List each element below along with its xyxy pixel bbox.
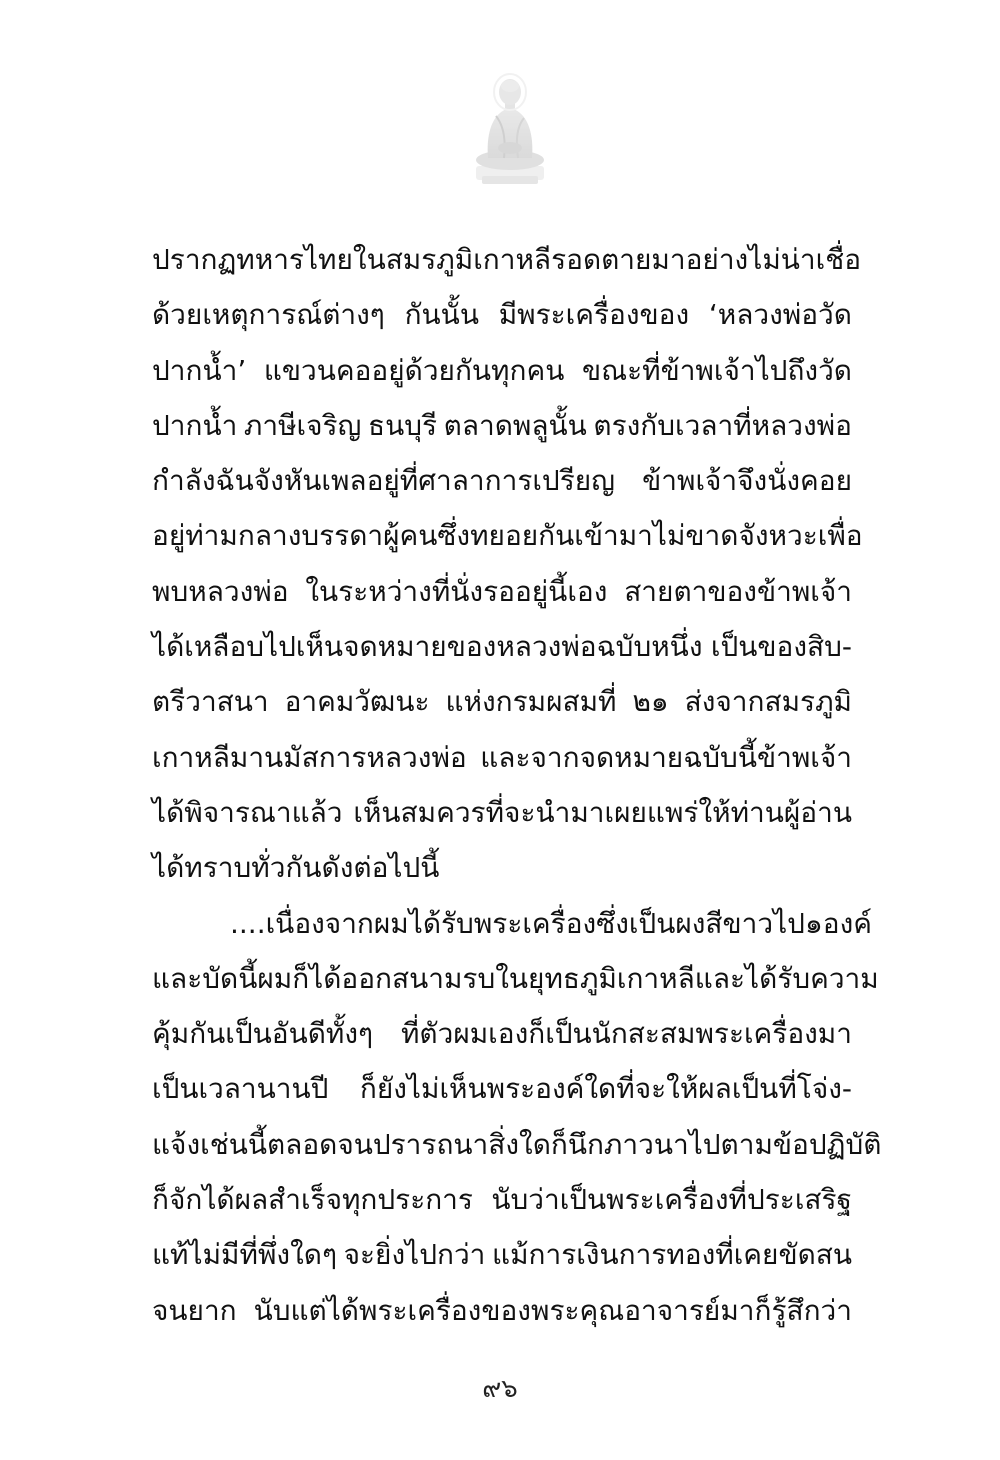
- word: แขวนคออยู่ด้วยกันทุกคน: [263, 353, 565, 387]
- word: ในระหว่างที่นั่งรออยู่นี้เอง: [305, 574, 608, 608]
- word: ก็ยังไม่เห็นพระองค์ใดที่จะให้ผลเป็นที่โจ่ง-: [359, 1072, 852, 1106]
- word: ตรีวาสนา: [152, 685, 269, 719]
- word: ส่งจากสมรภูมิ: [684, 685, 852, 719]
- text-line: [152, 232, 862, 287]
- text-line: [152, 840, 852, 895]
- text-line: [152, 1117, 882, 1172]
- word: ธนบุรี: [368, 408, 438, 442]
- text-line: [152, 453, 852, 508]
- word: จนยาก: [152, 1293, 237, 1327]
- paragraph-2: [152, 896, 882, 1338]
- body-text: [152, 232, 882, 1338]
- word: เกาหลีมานมัสการหลวงพ่อ: [152, 740, 467, 774]
- word: ตรงกับเวลาที่หลวงพ่อ: [593, 408, 852, 442]
- word: เป็นเวลานานปี: [152, 1072, 329, 1106]
- word: องค์: [822, 906, 872, 940]
- text-line: [152, 287, 852, 342]
- text-line: [152, 343, 852, 398]
- word: ได้พิจารณาแล้ว: [152, 795, 343, 829]
- word: แท้ไม่มีที่พึ่งใดๆ: [152, 1238, 337, 1272]
- word: จะยิ่งไปกว่า: [343, 1238, 486, 1272]
- word: อยู่ท่ามกลางบรรดาผู้คนซึ่งทยอยกันเข้ามาไม่ขาดจังหวะเพื่อ: [152, 519, 863, 553]
- word: นับว่าเป็นพระเครื่องที่ประเสริฐ: [491, 1183, 852, 1217]
- word: ๒๑: [632, 685, 669, 719]
- word: กำลังฉันจังหันเพลอยู่ที่ศาลาการเปรียญ: [152, 464, 615, 498]
- word: ปากน้ำ’: [152, 353, 247, 387]
- word: มีพระเครื่องของ: [498, 298, 690, 332]
- word: และได้รับความ: [694, 961, 879, 995]
- word: แจ้งเช่นนี้: [152, 1127, 267, 1161]
- word: และจากจดหมายฉบับนี้ข้าพเจ้า: [480, 740, 852, 774]
- word: พบหลวงพ่อ: [152, 574, 289, 608]
- word: เป็นของสิบ-: [710, 630, 852, 664]
- word: ตลอดจนปรารถนาสิ่งใดก็นึกภาวนาไปตามข้อปฏิบัติ: [266, 1127, 882, 1161]
- word: และบัดนี้ผมก็ได้ออกสนามรบในยุทธภูมิเกาหลี: [152, 961, 695, 995]
- word: ตลาดพลูนั้น: [443, 408, 587, 442]
- text-line: [152, 564, 852, 619]
- text-line: [152, 951, 879, 1006]
- text-line: [152, 730, 852, 785]
- word: กันนั้น: [404, 298, 479, 332]
- word: ‘หลวงพ่อวัด: [708, 298, 852, 332]
- word: เห็นสมควรที่จะนำมาเผยแพร่ให้ท่านผู้อ่าน: [353, 795, 852, 829]
- text-line: [152, 398, 852, 453]
- word: ด้วยเหตุการณ์ต่างๆ: [152, 298, 385, 332]
- word: นับแต่ได้พระเครื่องของพระคุณอาจารย์มาก็รู้สึกว่า: [253, 1293, 852, 1327]
- word: ข้าพเจ้าจึงนั่งคอย: [642, 464, 852, 498]
- word: สายตาของข้าพเจ้า: [624, 574, 852, 608]
- word: ได้ทราบทั่วกันดังต่อไปนี้: [152, 851, 440, 885]
- text-line: [152, 1227, 852, 1282]
- word: คุ้มกันเป็นอันดีทั้งๆ: [152, 1017, 374, 1051]
- word: ๑: [804, 906, 823, 940]
- word: ภาษีเจริญ: [243, 408, 362, 442]
- text-line: [152, 508, 863, 563]
- word: ปากน้ำ: [152, 408, 238, 442]
- page-number: ๙๖: [482, 1374, 518, 1404]
- word: ที่ตัวผมเองก็เป็นนักสะสมพระเครื่องมา: [400, 1017, 852, 1051]
- text-line: [152, 1172, 852, 1227]
- text-line: [152, 785, 852, 840]
- word: ก็จักได้ผลสำเร็จทุกประการ: [152, 1183, 473, 1217]
- seated-monk-icon: [470, 70, 550, 188]
- word: ได้เหลือบไปเห็นจดหมายของหลวงพ่อฉบับหนึ่ง: [152, 630, 703, 664]
- text-line: [152, 896, 872, 951]
- text-line: [152, 619, 852, 674]
- text-line: [152, 1006, 852, 1061]
- text-line: [152, 1283, 852, 1338]
- text-line: [152, 1061, 852, 1116]
- word: ขณะที่ข้าพเจ้าไปถึงวัด: [581, 353, 852, 387]
- word: ....เนื่องจากผมได้รับพระเครื่องซึ่งเป็นผงสีขาวไป: [230, 906, 805, 940]
- word: แม้การเงินการทองที่เคยขัดสน: [492, 1238, 852, 1272]
- paragraph-1: [152, 232, 863, 896]
- text-line: [152, 674, 852, 729]
- word: แห่งกรมผสมที่: [445, 685, 617, 719]
- word: ปรากฏทหารไทยในสมรภูมิเกาหลีรอดตายมาอย่างไม่น่าเชื่อ: [152, 243, 862, 276]
- word: อาคมวัฒนะ: [284, 685, 430, 719]
